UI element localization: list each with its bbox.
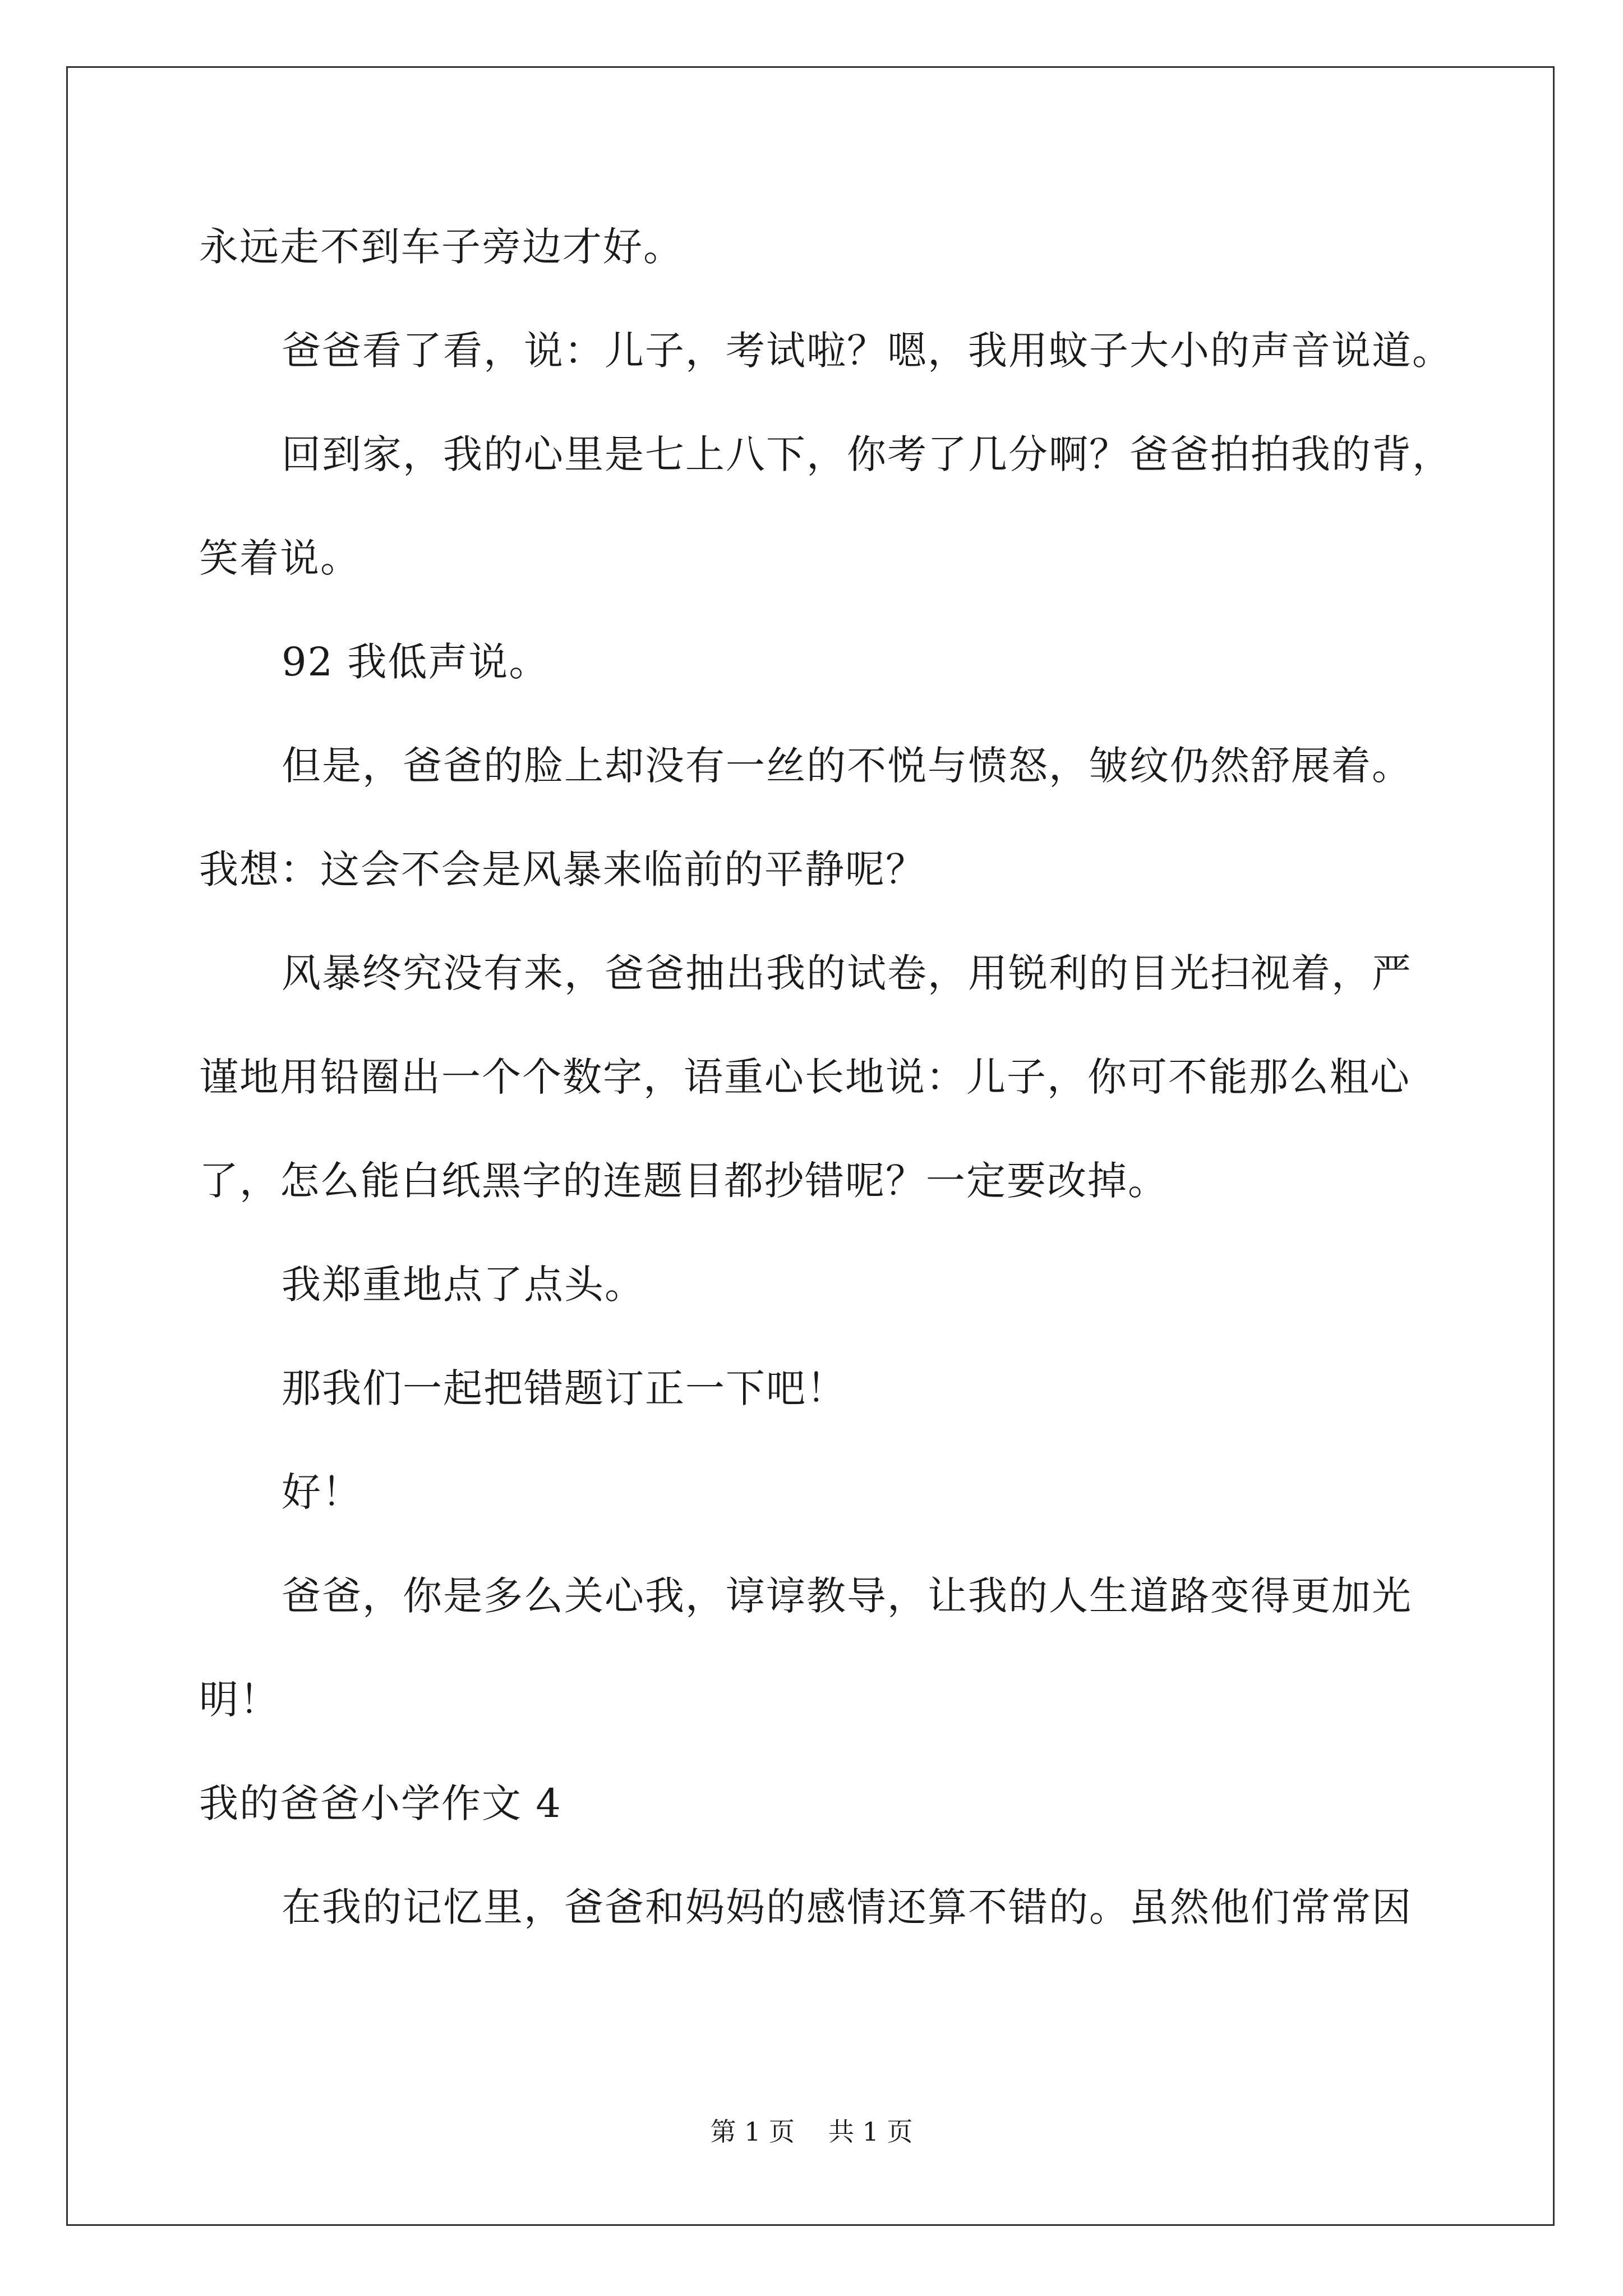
text-line-14: 爸爸，你是多么关心我，谆谆教导，让我的人生道路变得更加光 xyxy=(282,1573,1412,1619)
text-line-4: 笑着说。 xyxy=(199,535,361,581)
text-line-7: 我想：这会不会是风暴来临前的平静呢？ xyxy=(199,846,926,892)
text-line-13: 好！ xyxy=(282,1469,362,1515)
section-heading: 我的爸爸小学作文 4 xyxy=(199,1780,562,1826)
text-line-5: 92 我低声说。 xyxy=(282,639,550,685)
text-line-11: 我郑重地点了点头。 xyxy=(282,1262,645,1308)
text-line-8: 风暴终究没有来，爸爸抽出我的试卷，用锐利的目光扫视着，严 xyxy=(282,950,1412,996)
text-line-15: 明！ xyxy=(199,1677,280,1723)
page-number: 第 1 页 xyxy=(710,2116,795,2147)
text-line-2: 爸爸看了看，说：儿子，考试啦？嗯，我用蚊子大小的声音说道。 xyxy=(282,328,1453,374)
text-line-6: 但是，爸爸的脸上却没有一丝的不悦与愤怒，皱纹仍然舒展着。 xyxy=(282,743,1412,789)
text-line-12: 那我们一起把错题订正一下吧！ xyxy=(282,1365,847,1411)
page-footer xyxy=(0,2115,1623,2148)
text-line-10: 了，怎么能白纸黑字的连题目都抄错呢？一定要改掉。 xyxy=(199,1158,1168,1204)
text-line-9: 谨地用铅圈出一个个数字，语重心长地说：儿子，你可不能那么粗心 xyxy=(199,1054,1410,1100)
page-total: 共 1 页 xyxy=(828,2116,913,2147)
text-line-3: 回到家，我的心里是七上八下，你考了几分啊？爸爸拍拍我的背， xyxy=(282,431,1453,477)
text-line-17: 在我的记忆里，爸爸和妈妈的感情还算不错的。虽然他们常常因 xyxy=(282,1884,1412,1930)
text-line-1: 永远走不到车子旁边才好。 xyxy=(199,224,684,270)
